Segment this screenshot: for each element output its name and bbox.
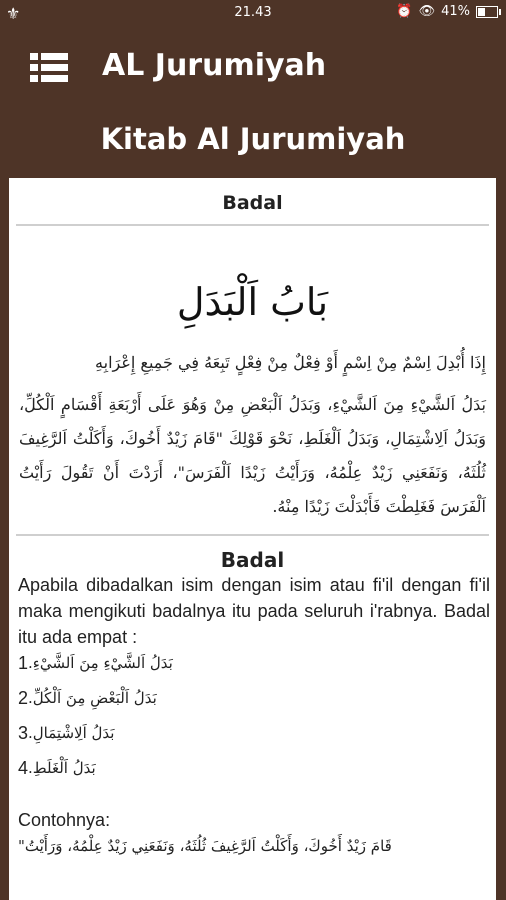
menu-list-icon[interactable] xyxy=(30,53,68,83)
list-item: 2 بَدَلُ اَلْبَعْضِ مِنَ اَلْكُلِّ. xyxy=(18,688,157,708)
status-bar xyxy=(0,0,506,26)
status-time: 21.43 xyxy=(234,5,272,20)
section-title: Badal xyxy=(222,192,283,214)
translation-paragraph: Apabila dibadalkan isim dengan isim atau fi'il dengan fi'il maka mengikuti badalnya itu pada seluruh i'rabnya. Badal itu ada empat : xyxy=(18,575,490,647)
alarm-icon: ⏰ xyxy=(396,4,413,19)
list-item: 1 بَدَلُ اَلشَّيْءِ مِنَ اَلشَّيْءِ. xyxy=(18,653,173,673)
app-bar xyxy=(0,26,506,108)
arabic-chapter-title: بَابُ اَلْبَدَلِ xyxy=(176,280,329,324)
book-title: Kitab Al Jurumiyah xyxy=(100,122,406,156)
content-card[interactable] xyxy=(9,178,496,900)
list-item: 3 بَدَلُ اَلِاشْتِمَالِ. xyxy=(18,723,115,743)
app-title: AL Jurumiyah xyxy=(102,48,327,83)
arabic-paragraph-2: بَدَلُ اَلشَّيْءِ مِنَ اَلشَّيْءِ، وَبَدَلُ اَلْبَعْضِ مِنْ وَهُوَ عَلَى أَرْبَعَةِ أَقْسَامٍ اَلْكُلِّ، وَبَدَلُ اَلِاشْتِمَالِ، وَبَدَلُ اَلْغَلَطِ، نَحْوَ قَوْلِكَ "قَامَ زَيْدٌ أَخُوكَ، وَأَكَلْتُ اَلرَّغِيفَ ثُلُثَهُ، وَنَفَعَنِي زَيْدٌ عِلْمُهُ، وَرَأَيْتُ زَيْدًا اَلْفَرَسَ"، أَرَدْتَ أَنْ تَقُولَ رَأَيْتُ اَلْفَرَسَ فَغَلِطْتَ فَأَبْدَلْتَ زَيْدًا مِنْهُ. xyxy=(19,395,486,516)
eye-icon: 👁 xyxy=(418,4,436,19)
battery-icon xyxy=(476,6,498,18)
battery-fill xyxy=(478,8,485,16)
translation-heading: Badal xyxy=(220,548,285,572)
divider xyxy=(16,534,489,536)
arabic-paragraph-1: إِذَا أُبْدِلَ اِسْمٌ مِنْ اِسْمٍ أَوْ فِعْلٌ مِنْ فِعْلٍ تَبِعَهُ فِي جَمِيعِ إِعْرَابِهِ xyxy=(95,353,486,372)
list-item: 4 بَدَلُ اَلْغَلَطِ. xyxy=(18,758,96,778)
divider xyxy=(16,224,489,226)
example-arabic: "قَامَ زَيْدٌ أَخُوكَ، وَأَكَلْتُ اَلرَّغِيفَ ثُلُثَهُ، وَنَفَعَنِي زَيْدٌ عِلْمُهُ، وَرَأَيْتُ xyxy=(18,837,392,855)
status-icons xyxy=(396,4,498,19)
battery-percent: 41% xyxy=(441,4,470,19)
example-label: Contohnya: xyxy=(18,810,111,830)
app-notification-icon: ⚜ xyxy=(6,4,21,23)
